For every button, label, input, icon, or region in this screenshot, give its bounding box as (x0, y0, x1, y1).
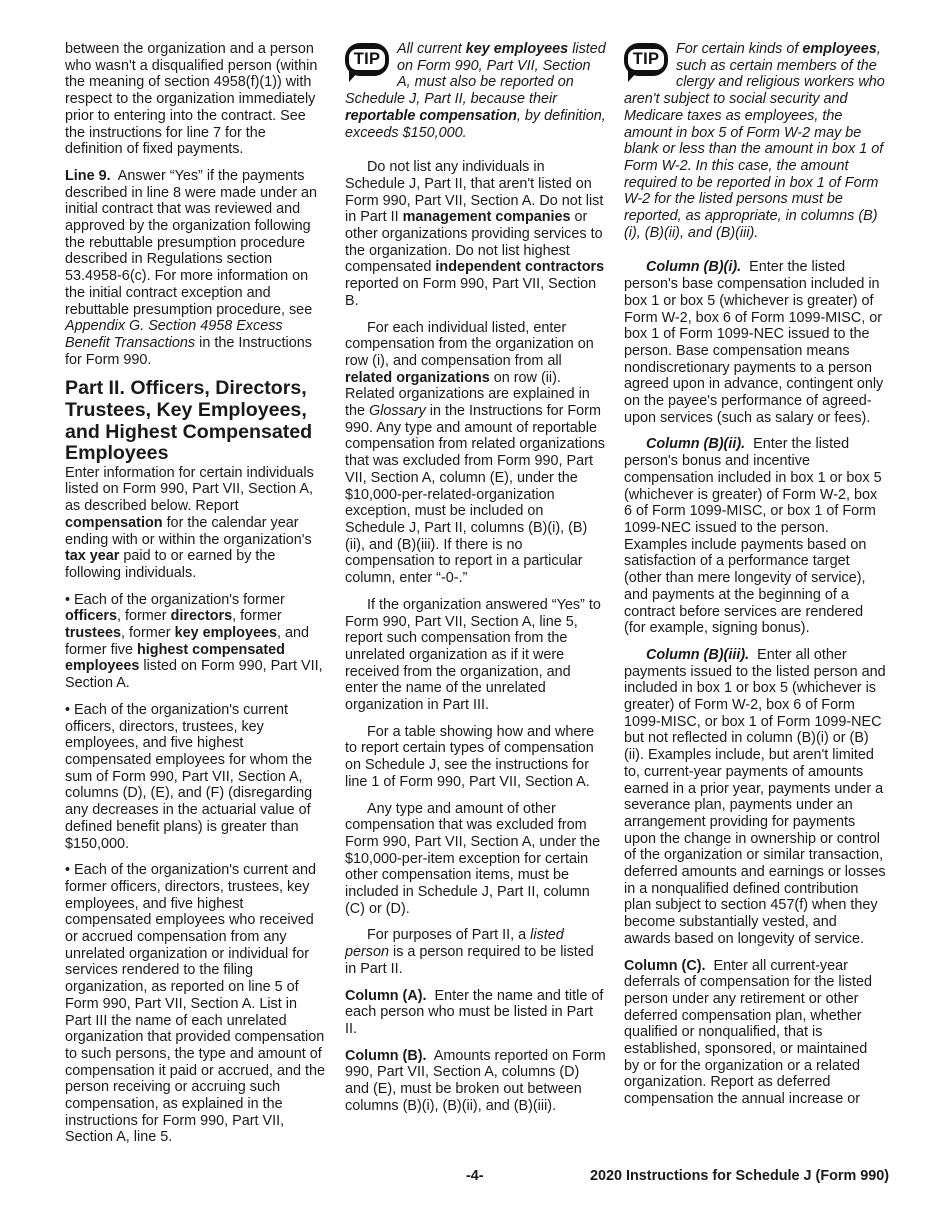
footer-title: 2020 Instructions for Schedule J (Form 990) (590, 1168, 890, 1184)
part-ii-heading: Part II. Officers, Directors, Trustees, Key Employees, and Highest Compensated Employees (65, 377, 313, 465)
paragraph-unrelated-org: If the organization answered “Yes” to Form 990, Part VII, Section A, line 5, report such compensation from the unrelated organization as if it were received from the organization, and enter the name of the unrelated organization in Part III. (345, 596, 601, 714)
paragraph-column-c: Column (C). Enter all current-year deferrals of compensation for the listed person under any retirement or other deferred compensation plan, whether qualified or nonqualified, that is established, sponsored, or maintained by or for the organization or a related organization. Report as deferred compensation the annual increase or (624, 957, 872, 1108)
paragraph-line9: Line 9. Answer “Yes” if the payments described in line 8 were made under an initial contract that was reviewed and approved by the organization following the rebuttable presumption procedure described in Regulations section 53.4958-6(c). For more information on the initial contract exception and rebuttable presumption procedure, see Appendix G. Section 4958 Excess Benefit Transactions in the Instructions for Form 990. (65, 167, 317, 368)
tip-icon: TIP (624, 43, 668, 82)
paragraph-column-b-iii: Column (B)(iii). Enter all other payments issued to the listed person and included in box 1 or box 5 (whichever is greater) of Form W-2, box 6 of Form 1099-MISC, or box 1 of Form 1099-NEC but not reflected in column (B)(i) or (B)(ii). Examples include, but aren't limited to, current-year payments of amounts earned in a prior year, payments under a severance plan, payments under an arrangement providing for payments upon the change in ownership or control of the organization or similar transaction, deferred amounts and earnings or losses in a nonqualified defined contribution plan subject to section 457(f) when they become substantially vested, and awards based on longevity of service. (624, 646, 886, 947)
column-left (65, 41, 327, 1156)
paragraph-other-compensation: Any type and amount of other compensation that was excluded from Form 990, Part VII, Section A, under the $10,000-per-item exception for certain other compensation items, must be included in Schedule J, Part II, column (C) or (D). (345, 800, 601, 917)
page-number: -4- (466, 1168, 484, 1184)
paragraph-each-individual: For each individual listed, enter compensation from the organization on row (i), and compensation from all related organizations on row (ii). Related organizations are explained in the Glossary in the Instructions for Form 990. Any type and amount of reportable compensation from related organizations that was excluded from Form 990, Part VII, Section A, column (E), under the $10,000-per-related-organization exception, must be included on Schedule J, Part II, columns (B)(i), (B)(ii), and (B)(iii). If there is no compensation to report in a particular column, enter “-0-.” (345, 319, 605, 587)
paragraph-listed-person: For purposes of Part II, a listed person is a person required to be listed in Part II. (345, 927, 594, 977)
column-middle (345, 41, 607, 1124)
part-ii-intro: Enter information for certain individuals listed on Form 990, Part VII, Section A, as described below. Report compensation for the calendar year ending with or within the organization's tax year paid to or earned by the following individuals. (65, 464, 314, 581)
bullet-former-officers: • Each of the organization's former officers, former directors, former trustees, former key employees, and former five highest compensated employees listed on Form 990, Part VII, Section A. (65, 591, 323, 692)
bullet-unrelated-compensation: • Each of the organization's current and former officers, directors, trustees, key employees, and five highest compensated employees who received or accrued compensation from any unrelated organization or individual for services rendered to the filing organization, as reported on line 5 of Form 990, Part VII, Section A. List in Part III the name of each unrelated organization that provided compensation to such persons, the type and amount of compensation it paid or accrued, and the person receiving or accruing such compensation, as explained in the instructions for Form 990, Part VII, Section A, line 5. (65, 862, 325, 1146)
paragraph-column-b: Column (B). Amounts reported on Form 990, Part VII, Section A, columns (D) and (E), must be broken out between columns (B)(i), (B)(ii), and (B)(iii). (345, 1047, 606, 1114)
paragraph-do-not-list: Do not list any individuals in Schedule J, Part II, that aren't listed on Form 990, Part VII, Section A. Do not list in Part II management companies or other organizations providing services to the organization. Do not list highest compensated independent contractors reported on Form 990, Part VII, Section B. (345, 159, 605, 309)
appendix-g-reference: Appendix G. Section 4958 Excess Benefit Transactions (65, 318, 283, 351)
paragraph-line8-continued: between the organization and a person who wasn't a disqualified person (within the meaning of section 4958(f)(1)) with respect to the organization immediately prior to entering into the contract. See the instructions for line 7 for the definition of fixed payments. (65, 41, 318, 158)
tip-icon: TIP (345, 43, 389, 82)
tip-key-employees: TIP All current key employees listed on Form 990, Part VII, Section A, must also be reported on Schedule J, Part II, because their reportable compensation, by definition, exceeds $150,000. (345, 41, 606, 141)
paragraph-column-b-i: Column (B)(i). Enter the listed person's base compensation included in box 1 or box 5 (whichever is greater) of Form W-2, box 6 of Form 1099-MISC, or box 1 of Form 1099-NEC issued to the person. Base compensation means nondiscretionary payments to a person agreed upon in advance, contingent only on the payee's performance of agreed-upon services (such as salary or fees). (624, 259, 884, 426)
paragraph-table-reference: For a table showing how and where to report certain types of compensation on Schedule J, see the instructions for line 1 of Form 990, Part VII, Section A. (345, 723, 595, 790)
bullet-current-officers: • Each of the organization's current officers, directors, trustees, key employees, and five highest compensated employees for whom the sum of Form 990, Part VII, Section A, columns (D), (E), and (F) (disregarding any decreases in the actuarial value of defined benefit plans) is greater than $150,000. (65, 701, 313, 852)
line9-label: Line 9. (65, 167, 111, 184)
column-right (624, 41, 886, 1118)
paragraph-column-b-ii: Column (B)(ii). Enter the listed person's bonus and incentive compensation included in box 1 or box 5 (whichever is greater) of Form W-2, box 6 of Form 1099-MISC, or box 1 of Form 1099-NEC issued to the person. Examples include payments based on satisfaction of a performance target (other than mere longevity of service), and payments at the beginning of a contract before services are rendered (for example, signing bonus). (624, 436, 882, 637)
tip-clergy-employees: TIP For certain kinds of employees, such as certain members of the clergy and religious workers who aren't subject to social security and Medicare taxes as employees, the amount in box 5 of Form W-2 may be blank or less than the amount in box 1 of Form W-2. In this case, the amount required to be reported in box 1 of Form W-2 for the listed persons must be reported, as appropriate, in columns (B)(i), (B)(ii), and (B)(iii). (624, 41, 885, 241)
paragraph-column-a: Column (A). Enter the name and title of each person who must be listed in Part II. (345, 987, 604, 1037)
